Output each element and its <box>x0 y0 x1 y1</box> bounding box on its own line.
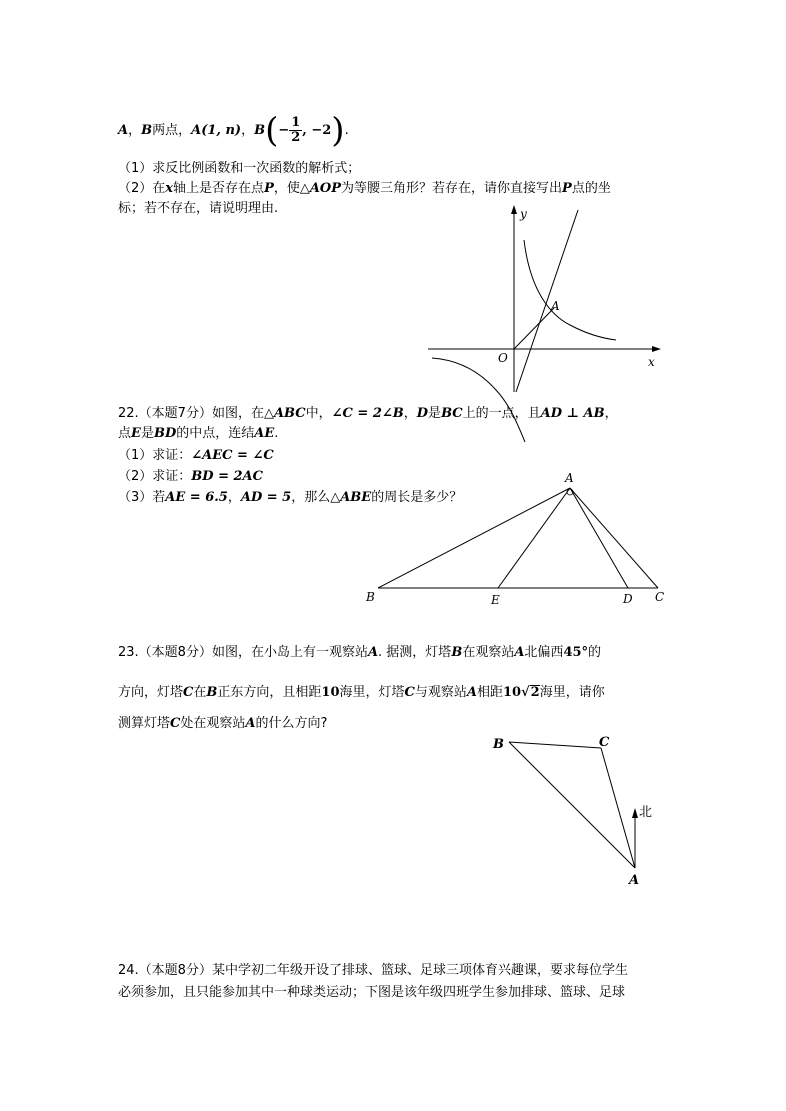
label-c: C <box>655 590 665 604</box>
label-e: E <box>491 593 500 607</box>
q22-l2d: . <box>274 426 279 441</box>
q22-s3b: ， <box>227 490 241 505</box>
point-a-label: A <box>118 123 129 138</box>
segment-ae <box>498 488 570 588</box>
segment-ad <box>570 488 628 588</box>
q22-l2c: 的中点，连结 <box>176 426 255 441</box>
q23-l1c: 在观察站 <box>462 645 515 660</box>
q23-line3 <box>118 715 327 733</box>
q23-l2f: 相距 <box>476 685 503 700</box>
b-fraction <box>289 116 302 145</box>
q23-l2b: 在 <box>193 685 207 700</box>
north-arrow-head <box>632 808 638 818</box>
b-frac-den: 2 <box>291 130 301 145</box>
q21-sub2-a: （2）在 <box>118 181 166 196</box>
q23-ten2: 10 <box>503 685 522 700</box>
q22-head: 22.（本题7分）如图，在△ <box>118 406 274 421</box>
label-b-23: B <box>493 737 504 752</box>
q23-c3: C <box>170 716 181 731</box>
q23-line2: 方向，灯塔C在B正东方向，且相距10海里，灯塔C与观察站A相距10√2海里，请你 <box>118 685 605 700</box>
point-a-coord: A(1, n) <box>191 123 242 138</box>
q23-l3c: 的什么方向? <box>255 716 328 731</box>
b-rest: , −2 <box>302 123 332 138</box>
label-a: A <box>565 471 574 485</box>
q23-l3a: 测算灯塔 <box>118 716 171 731</box>
q22-bd: BD <box>153 426 177 441</box>
segment-ba-23 <box>509 742 635 868</box>
q22-s1-math: ∠AEC = ∠C <box>191 448 274 463</box>
segment-bc-23 <box>509 742 601 748</box>
q22-abc: ABC <box>273 406 306 421</box>
q21-sub1: （1）求反比例函数和一次函数的解析式； <box>118 161 361 176</box>
hyperbola-branch-lower <box>432 358 525 442</box>
q23-sqrt2: 2 <box>530 685 540 700</box>
q23-b2: B <box>206 685 218 700</box>
linear-function-line <box>516 210 578 392</box>
q23-l2c: 正东方向，且相距 <box>217 685 322 700</box>
label-a-23: A <box>629 873 640 888</box>
q21-sub2-aop: AOP <box>309 181 342 196</box>
segment-oa <box>514 308 554 349</box>
q23-l1a: 23.（本题8分）如图，在小岛上有一观察站 <box>118 645 368 660</box>
q22-triangle-figure <box>360 470 680 610</box>
q22-mid3: 是 <box>428 406 442 421</box>
q23-l1e: 的 <box>588 645 602 660</box>
q23-l2g: 海里，请你 <box>539 685 605 700</box>
q22-mid1: 中， <box>305 406 332 421</box>
point-b-coord-label: B <box>254 123 266 138</box>
q22-s3d: 的周长是多少？ <box>371 490 463 505</box>
q23-c1: C <box>183 685 194 700</box>
q22-s2-math: BD = 2AC <box>191 469 263 484</box>
q22-line1 <box>118 405 618 423</box>
q23-b1: B <box>451 645 463 660</box>
q21-sub2-line2: 标；若不存在，请说明理由. <box>118 201 279 216</box>
q23-l3b: 处在观察站 <box>180 716 246 731</box>
q21-two-points: 两点， <box>152 123 192 138</box>
q23-deg: 45° <box>563 645 589 660</box>
point-a-fig-label: A <box>551 299 560 313</box>
q22-s2-text: （2）求证： <box>118 469 192 484</box>
segment-ac <box>570 488 658 588</box>
q23-a4: A <box>245 716 256 731</box>
q22-line2 <box>118 425 278 443</box>
q23-a3: A <box>466 685 477 700</box>
q23-line1 <box>118 644 601 662</box>
b-frac-num: 1 <box>291 115 301 130</box>
label-d: D <box>623 592 633 606</box>
q23-ten: 10 <box>321 685 340 700</box>
y-axis-label: y <box>520 207 527 221</box>
q22-cond: ∠C = 2∠B <box>331 406 404 421</box>
q22-ae: AE <box>254 426 275 441</box>
q22-mid5: ， <box>604 406 618 421</box>
q21-sub2-c: ，使△ <box>273 181 310 196</box>
north-label: 北 <box>639 805 653 820</box>
q23-l2a: 方向，灯塔 <box>118 685 184 700</box>
q24-line1: 24.（本题8分）某中学初二年级开设了排球、篮球、足球三项体育兴趣课，要求每位学生 <box>118 963 628 978</box>
q23-a1: A <box>367 645 379 660</box>
x-axis-label: x <box>648 355 655 369</box>
q23-c2: C <box>404 685 415 700</box>
q23-lighthouse-figure <box>485 730 665 890</box>
q22-s3m1: AE = 6.5 <box>165 490 228 505</box>
q23-l2e: 与观察站 <box>414 685 467 700</box>
q22-d: D <box>416 406 429 421</box>
q21-sub2-p: P <box>264 181 274 196</box>
q22-s3c: ，那么△ <box>291 490 341 505</box>
q21-sub2-p2: P <box>562 181 572 196</box>
q22-s3m3: ABE <box>340 490 372 505</box>
q21-sub2-e: 点的坐 <box>571 181 611 196</box>
b-minus: − <box>278 123 290 138</box>
q22-l2a: 点 <box>118 426 132 441</box>
q24-line2: 必须参加，且只能参加其中一种球类运动；下图是该年级四班学生参加排球、篮球、足球 <box>118 985 626 1000</box>
q22-bc: BC <box>441 406 463 421</box>
q22-s2 <box>118 468 263 486</box>
origin-label: O <box>498 351 508 365</box>
q21-sub2-b: 轴上是否存在点 <box>173 181 265 196</box>
q23-l1d: 北偏西 <box>524 645 564 660</box>
q21-sub2 <box>118 180 611 198</box>
q22-l2b: 是 <box>140 426 154 441</box>
segment-ca-23 <box>601 748 635 868</box>
y-axis-arrow <box>511 205 517 214</box>
q22-e: E <box>131 426 141 441</box>
q22-mid4: 上的一点，且 <box>462 406 541 421</box>
q22-s1-text: （1）求证： <box>118 448 192 463</box>
q22-mid2: ， <box>403 406 417 421</box>
q21-sub2-d: 为等腰三角形？若存在，请你直接写出 <box>341 181 563 196</box>
q22-perp: AD ⊥ AB <box>540 406 605 421</box>
q22-s3a: （3）若 <box>118 490 166 505</box>
q22-s3m2: AD = 5 <box>240 490 292 505</box>
q21-period: . <box>344 123 349 138</box>
point-b-label: B <box>141 123 153 138</box>
q22-s1 <box>118 447 274 465</box>
x-axis-arrow <box>652 346 661 352</box>
q21-sub2-x: x <box>165 181 174 196</box>
q23-l1b: . 据测，灯塔 <box>378 645 452 660</box>
q23-l2d: 海里，灯塔 <box>339 685 405 700</box>
q21-sep: ， <box>241 123 255 138</box>
q23-a2: A <box>514 645 525 660</box>
label-b: B <box>366 590 375 604</box>
label-c-23: C <box>599 735 610 750</box>
segment-ab <box>378 488 570 588</box>
q21-line1: A，B两点，A(1, n)，B(− $\frac{1}{2}$ , −2). <box>118 110 349 151</box>
